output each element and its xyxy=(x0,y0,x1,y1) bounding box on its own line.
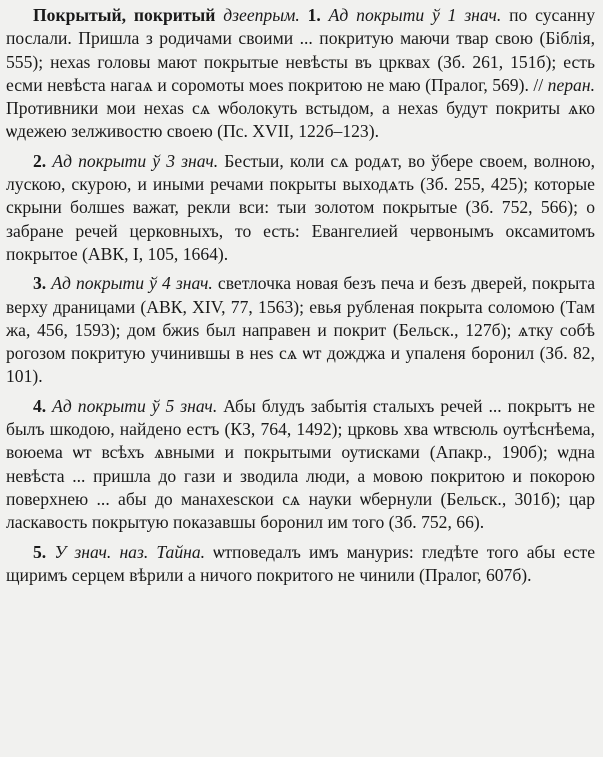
sense-label: Ад покрыти ў 1 знач. xyxy=(328,5,502,25)
sense-text: Абы блудъ забытія сталыхъ речей ... покрытъ не былъ шкодою, найдено естъ (КЗ, 764, 1492); црковь хва ѡтвсюль оутѣснѣема, воюема ѡт всѣхъ ѧвными и покрытыми оутисками (Апакр., 190б); ѡдна невѣста ... пришла до гази и зводила люди, а мовою покритою и покорою поверхнею ... абы до манахеsскои сѧ науки ѡбернули (Бельск., 301б); цар ласкавость покрытую показавшы боронил им того (Зб. 752, 66). xyxy=(6,395,596,533)
sense-label: Ад покрыти ў 5 знач. xyxy=(52,395,218,416)
sense-number: 5. xyxy=(33,541,47,562)
sense-number: 3. xyxy=(33,273,47,294)
sense-3 xyxy=(6,272,595,388)
sense-number: 2. xyxy=(33,150,47,171)
sense-number: 4. xyxy=(33,395,47,416)
sense-text: по сусанну послали. Пришла з родичами своими ... покритую маючи твар свою (Біблія, 555); нехаs головы мают покрытые невѣсты въ црквах (Зб. 261, 151б); есть есми невѣста нагаѧ и соромоты моеs покритою не маю (Пралог, 569). xyxy=(6,5,595,95)
sense-text: Бестыи, коли сѧ родѧт, во ўбере своем, волною, лускою, скурою, и иными речами покрыты выходѧть (Зб. 255, 425); которые скрыни болшеs важат, рекли вси: тыи золотом покрытые (Зб. 752, 566); о забране речей церковныхъ, то есть: Евангелией червонымъ оксамитомъ покрытое (АВК, I, 105, 1664). xyxy=(6,150,595,264)
sense-number: 1. xyxy=(307,5,321,25)
sense-5 xyxy=(6,541,595,588)
sense-text: ѡтповедалъ имъ мануриs: гледѣте того абы есте щиримъ серцем вѣрили а ничого покритого не чинили (Пралог, 607б). xyxy=(6,541,596,585)
sense-label: Ад покрыти ў 3 знач. xyxy=(52,150,219,171)
sense-label: У знач. наз. Тайна. xyxy=(54,541,206,562)
sense-text: светлочка новая безъ печа и безъ дверей, покрыта верху драницами (АВК, XIV, 77, 1563); евья рубленая покрыта соломою (Там жа, 456, 1593); дом бжиs был направен и покрит (Бельск., 127б); ѧтку собѣ рогозом покритую учинившы в неs сѧ ѡт дожджа и упаленя боронил (Зб. 82, 101). xyxy=(6,273,595,387)
figurative-label: перан. xyxy=(543,74,595,95)
sense-label: Ад покрыти ў 4 знач. xyxy=(51,273,213,294)
sense-1 xyxy=(6,4,595,144)
figurative-text: Противники мои нехаs сѧ ѡболокуть встыдом, а нехаs будут покриты ѧко ѡдежею зелживостю своею (Пс. XVII, 122б–123). xyxy=(6,98,595,142)
sense-4 xyxy=(6,395,595,535)
figurative-separator: // xyxy=(528,74,544,95)
sense-2 xyxy=(6,150,595,266)
headword: Покрытый, покритый xyxy=(33,5,216,25)
part-of-speech: дзеепрым. xyxy=(223,5,300,25)
